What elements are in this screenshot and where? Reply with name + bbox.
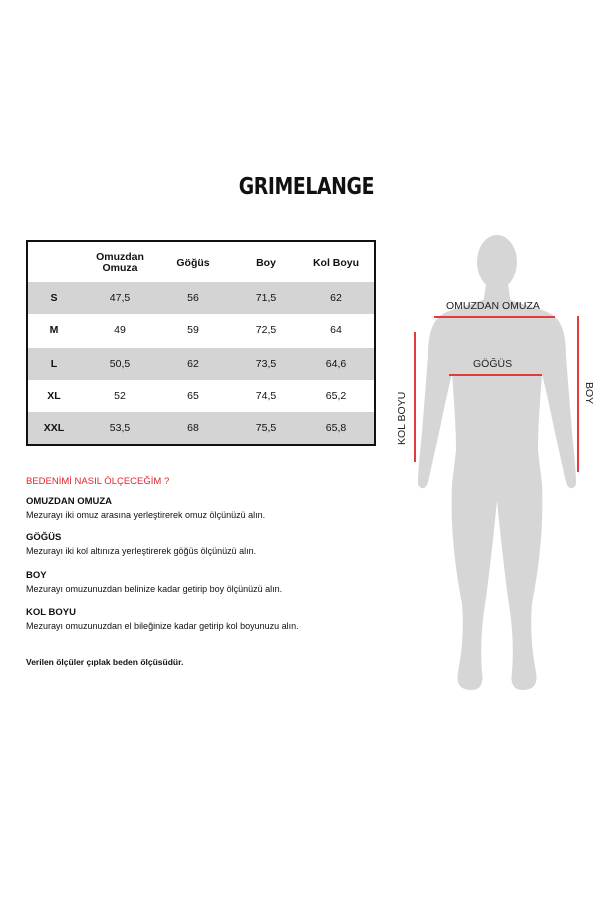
chest-cell: 62: [187, 357, 199, 370]
howto-item-title: GÖĞÜS: [26, 532, 62, 543]
table-row: [28, 282, 374, 314]
size-cell: XXL: [43, 421, 65, 434]
howto-title: BEDENİMİ NASIL ÖLÇECEĞİM ?: [26, 476, 170, 487]
howto-item-title: OMUZDAN OMUZA: [26, 496, 113, 507]
table-row: [28, 412, 374, 444]
length-cell: 74,5: [255, 389, 277, 402]
size-cell: M: [49, 323, 59, 336]
howto-item-title: BOY: [26, 570, 47, 581]
size-cell: S: [50, 291, 58, 304]
length-label: BOY: [583, 382, 595, 405]
shoulder-cell: 49: [114, 323, 126, 336]
sleeve-cell: 62: [330, 291, 342, 304]
header-chest: Göğüs: [176, 256, 210, 269]
howto-item-sleeve: [26, 607, 299, 631]
sleeve-cell: 65,8: [325, 421, 347, 434]
howto-item-shoulder: [26, 496, 265, 520]
sleeve-cell: 65,2: [325, 389, 347, 402]
header-shoulder: [82, 244, 158, 282]
table-row: [28, 314, 374, 346]
chest-cell: 68: [187, 421, 199, 434]
sleeve-label-text: KOL BOYU: [396, 391, 408, 445]
howto-item-chest: [26, 532, 256, 556]
shoulder-cell: 47,5: [109, 291, 131, 304]
size-table: [26, 240, 376, 446]
sleeve-line: [414, 332, 416, 462]
howto-item-desc: Mezurayı omuzunuzdan belinize kadar getirip boy ölçünüzü alın.: [26, 584, 283, 594]
howto-item-desc: Mezurayı omuzunuzdan el bileğinize kadar getirip kol boyunuzu alın.: [26, 621, 299, 631]
table-row: [28, 348, 374, 380]
shoulder-cell: 52: [114, 389, 126, 402]
table-row: [28, 380, 374, 412]
table-header-row: [28, 244, 374, 282]
shoulder-cell: 50,5: [109, 357, 131, 370]
chest-cell: 59: [187, 323, 199, 336]
length-cell: 75,5: [255, 421, 277, 434]
chest-label: GÖĞÜS: [473, 358, 513, 370]
shoulder-line: [434, 316, 555, 318]
length-cell: 72,5: [255, 323, 277, 336]
length-cell: 73,5: [255, 357, 277, 370]
howto-item-desc: Mezurayı iki kol altınıza yerleştirerek göğüs ölçünüzü alın.: [26, 546, 257, 556]
howto-item-length: [26, 570, 282, 594]
header-sleeve: Kol Boyu: [312, 256, 360, 269]
length-line: [577, 316, 579, 472]
header-shoulder-text: Omuzdan Omuza: [96, 251, 144, 274]
chest-line: [449, 374, 542, 376]
shoulder-label: OMUZDAN OMUZA: [446, 300, 540, 312]
brand-title: GRIMELANGE: [238, 174, 375, 200]
howto-item-desc: Mezurayı iki omuz arasına yerleştirerek omuz ölçünüzü alın.: [26, 510, 266, 520]
shoulder-cell: 53,5: [109, 421, 131, 434]
howto-item-title: KOL BOYU: [26, 607, 76, 618]
sleeve-cell: 64,6: [325, 357, 347, 370]
header-length: Boy: [256, 256, 276, 269]
measurement-note: Verilen ölçüler çıplak beden ölçüsüdür.: [26, 657, 184, 667]
body-figure: [390, 232, 605, 707]
size-cell: L: [50, 357, 58, 370]
size-cell: XL: [47, 389, 61, 402]
chest-cell: 65: [187, 389, 199, 402]
sleeve-cell: 64: [330, 323, 342, 336]
chest-cell: 56: [187, 291, 199, 304]
length-cell: 71,5: [255, 291, 277, 304]
